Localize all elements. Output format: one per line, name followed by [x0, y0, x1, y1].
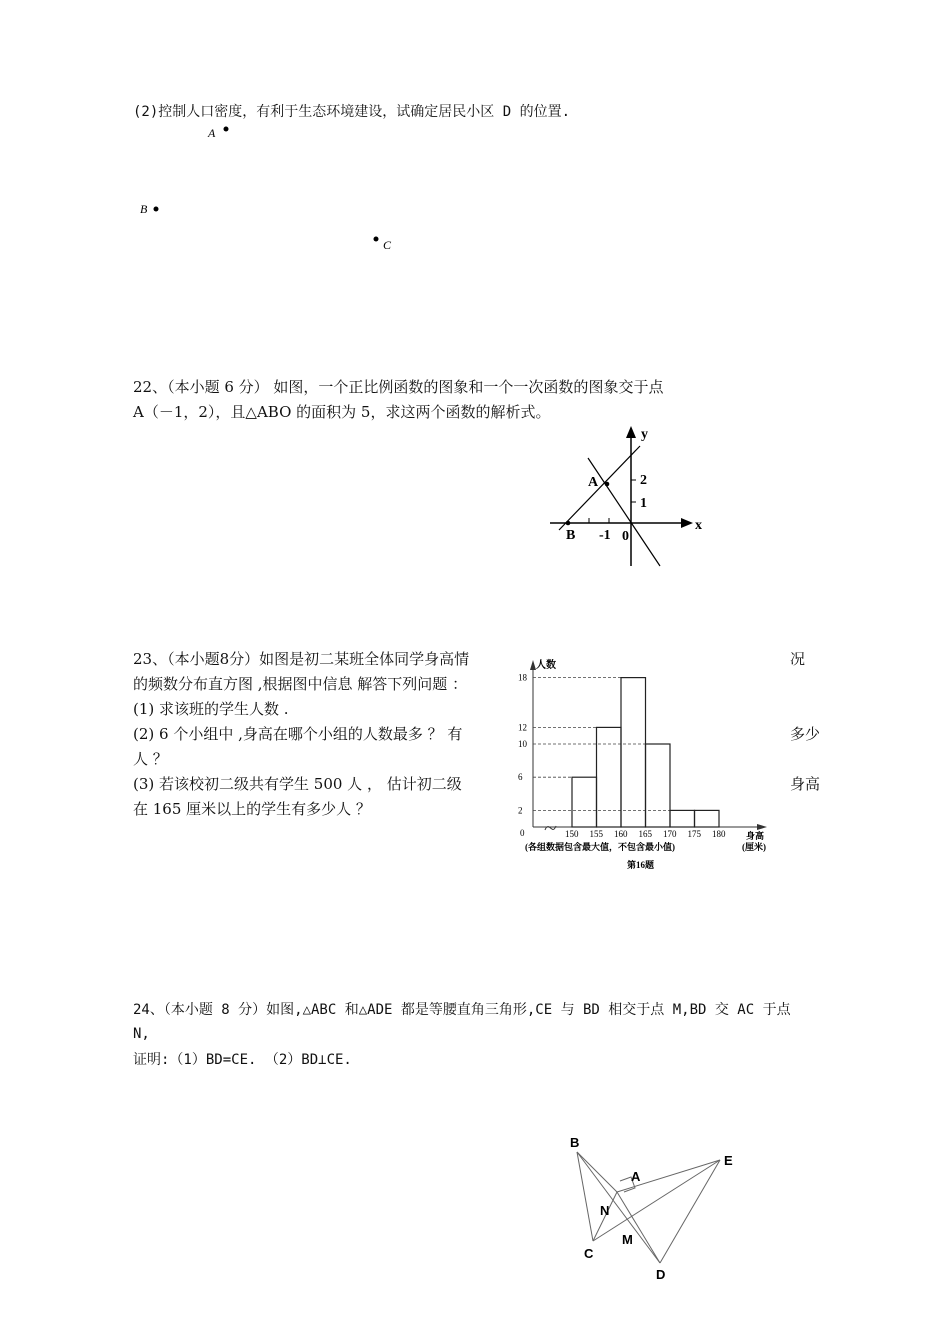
hist-bar-165-170	[646, 744, 671, 827]
q23-line1-tail: 况	[790, 650, 806, 668]
hist-y-tick-label: 10	[518, 739, 527, 749]
q24-line1: 24、（本小题 8 分）如图,△ABC 和△ADE 都是等腰直角三角形,CE 与 BD 相交于点 M,BD 交 AC 于点	[133, 1002, 791, 1018]
q23-question2: (2) 6 个小组中 ,身高在哪个小组的人数最多 ？ 有	[133, 725, 463, 743]
point-n-label: N	[600, 1203, 610, 1218]
hist-y-tick-label: 6	[518, 772, 523, 783]
point-c-dot	[374, 237, 379, 242]
hist-note: (各组数据包含最大值，不包含最小值)	[525, 842, 675, 852]
hist-x-tick-label: 175	[687, 829, 701, 839]
q23-question2-tail: 多少	[790, 725, 821, 743]
hist-x-tick-label: 170	[663, 829, 677, 839]
hist-bar-160-165	[621, 678, 646, 827]
vertex-e-label: E	[724, 1153, 733, 1168]
hist-bar-150-155	[572, 777, 597, 827]
origin-label: 0	[622, 529, 629, 544]
vertex-a-label: A	[631, 1169, 641, 1184]
hist-x-arrow-icon	[757, 824, 767, 830]
hist-y-tick-label: 2	[518, 805, 523, 816]
hist-x-tick-label: 160	[614, 829, 628, 839]
point-a-dot	[605, 482, 610, 487]
q22-line2: A（－1，2），且△ABO 的面积为 5，求这两个函数的解析式。	[133, 403, 551, 421]
label-b: B	[566, 528, 576, 543]
x-axis-arrow-icon	[681, 518, 693, 528]
vertex-d-label: D	[656, 1267, 666, 1282]
hist-x-unit: (厘米)	[742, 842, 766, 852]
q24-line2: N,	[133, 1026, 150, 1042]
q24-line3: 证明:（1）BD=CE. （2）BD⊥CE.	[133, 1052, 352, 1068]
q22-line1: 22、（本小题 6 分） 如图，一个正比例函数的图象和一个一次函数的图象交于点	[133, 378, 664, 396]
hist-x-tick-label: 165	[638, 829, 652, 839]
point-b-dot	[566, 521, 571, 526]
hist-bar-170-175	[670, 810, 695, 827]
hist-x-tick-label: 150	[565, 829, 579, 839]
hist-x-tick-label: 180	[712, 829, 726, 839]
hist-title: 第16题	[627, 860, 655, 870]
hist-x-tick-label: 155	[589, 829, 603, 839]
tick-label-2: 2	[640, 473, 647, 488]
hist-y-tick-label: 18	[518, 672, 527, 683]
q23-line2: 的频数分布直方图 ,根据图中信息 解答下列问题 ：	[133, 675, 468, 693]
height-histogram	[515, 650, 790, 875]
proportional-function-line	[588, 458, 660, 566]
y-axis-label: y	[641, 427, 648, 442]
point-b-dot	[154, 207, 159, 212]
segment-ce	[593, 1160, 720, 1241]
hist-origin-label: 0	[520, 828, 525, 838]
vertex-b-label: B	[570, 1135, 580, 1150]
q23-question3: (3) 若该校初二级共有学生 500 人 ， 估计初二级	[133, 775, 462, 793]
q22-function-graph	[545, 420, 715, 570]
hist-y-label: 人数	[536, 660, 556, 671]
q21-points-figure	[130, 115, 410, 265]
q23-question3-tail: 身高	[790, 775, 821, 793]
q23-question3-end: 在 165 厘米以上的学生有多少人 ？	[133, 800, 371, 818]
x-axis-label: x	[695, 518, 702, 533]
hist-bar-155-160	[597, 727, 622, 827]
q23-question2-end: 人 ？	[133, 750, 168, 768]
label-a: A	[588, 475, 599, 490]
y-axis-arrow-icon	[626, 426, 636, 438]
q23-question1: (1) 求该班的学生人数 .	[133, 700, 289, 718]
q24-triangle-figure	[555, 1125, 765, 1290]
point-a-label: A	[208, 126, 216, 140]
point-m-label: M	[622, 1232, 633, 1247]
hist-x-label: 身高	[746, 831, 765, 841]
point-c-label: C	[383, 238, 392, 252]
hist-bar-175-180	[695, 810, 720, 827]
tick-label-neg1: -1	[599, 528, 611, 543]
point-a-dot	[224, 127, 229, 132]
hist-y-tick-label: 12	[518, 722, 527, 733]
tick-label-1: 1	[640, 496, 647, 511]
vertex-c-label: C	[584, 1246, 594, 1261]
q21-part2-text: (2)控制人口密度，有利于生态环境建设，试确定居民小区 D 的位置.	[133, 104, 570, 120]
q23-line1: 23、（本小题8分）如图是初二某班全体同学身高情	[133, 650, 470, 668]
point-b-label: B	[140, 202, 148, 216]
